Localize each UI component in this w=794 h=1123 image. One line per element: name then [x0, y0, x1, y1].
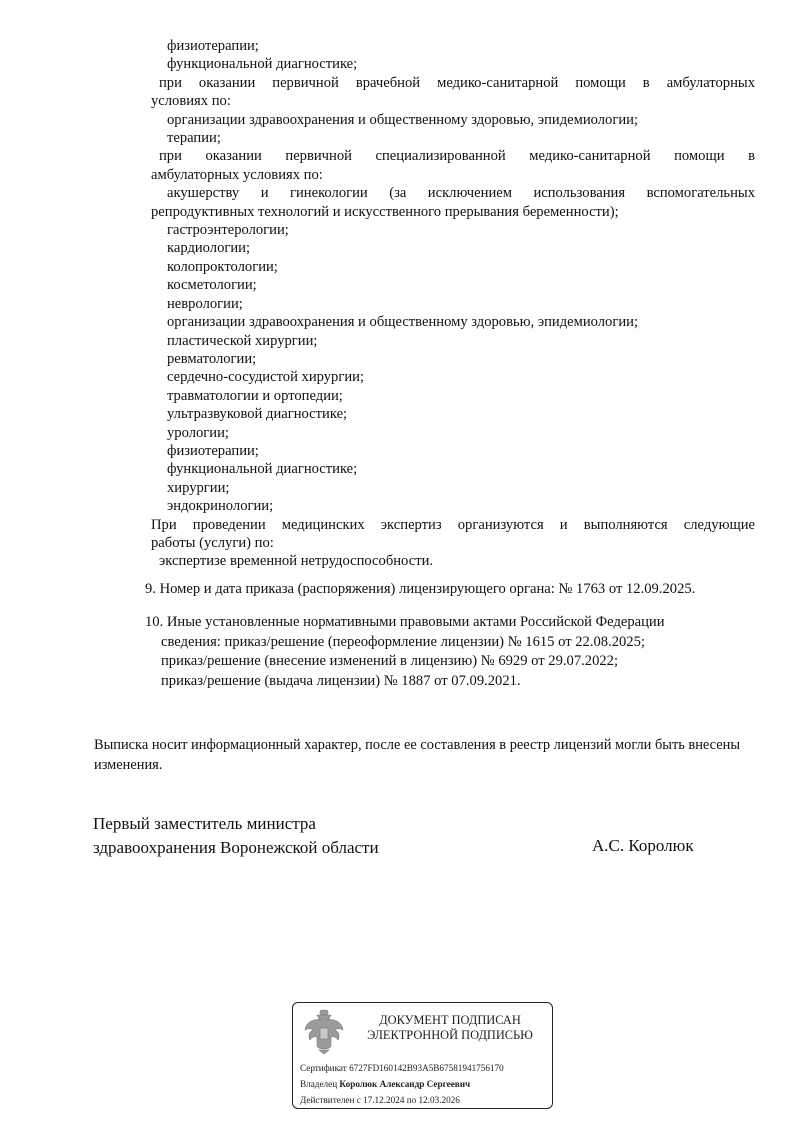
- owner-value: Королюк Александр Сергеевич: [339, 1079, 471, 1089]
- list-line: косметологии;: [167, 277, 257, 294]
- list-line: неврологии;: [167, 295, 243, 312]
- validity-row: [300, 1092, 504, 1108]
- list-line: функциональной диагностике;: [167, 461, 358, 478]
- disclaimer-note: Выписка носит информационный характер, после ее составления в реестр лицензий могли быть внесены изменения.: [94, 737, 740, 773]
- list-line: кардиологии;: [167, 240, 251, 257]
- list-line: ревматологии;: [167, 350, 257, 367]
- list-line: гастроэнтерологии;: [167, 222, 289, 239]
- validity-label: Действителен: [300, 1095, 355, 1105]
- item-10-line: сведения: приказ/решение (переоформление лицензии) № 1615 от 22.08.2025;: [161, 633, 645, 650]
- list-line: экспертизе временной нетрудоспособности.: [159, 553, 434, 570]
- list-line: при оказании первичной врачебной медико-санитарной помощи в амбулаторных: [159, 74, 755, 91]
- stamp-details: [300, 1060, 504, 1108]
- item-9-order-number: 9. Номер и дата приказа (распоряжения) лицензирующего органа: № 1763 от 12.09.2025.: [145, 581, 696, 597]
- owner-row: [300, 1076, 504, 1092]
- item-10-heading: 10. Иные установленные нормативными правовыми актами Российской Федерации: [145, 614, 665, 630]
- certificate-label: Сертификат: [300, 1063, 347, 1073]
- list-line: организации здравоохранения и общественному здоровью, эпидемиологии;: [167, 314, 639, 331]
- list-line: физиотерапии;: [167, 38, 259, 54]
- list-line: амбулаторных условиях по:: [151, 166, 323, 183]
- electronic-signature-stamp: [292, 1002, 553, 1109]
- list-line: терапии;: [167, 130, 221, 147]
- list-line: организации здравоохранения и общественному здоровью, эпидемиологии;: [167, 111, 639, 128]
- licensed-services-list: [151, 37, 755, 571]
- owner-label: Владелец: [300, 1079, 338, 1089]
- signatory-position: [93, 812, 379, 860]
- signatory-name: А.С. Королюк: [592, 836, 694, 855]
- item-10-line: приказ/решение (выдача лицензии) № 1887 от 07.09.2021.: [161, 672, 521, 689]
- list-line: функциональной диагностике;: [167, 56, 358, 73]
- list-line: урологии;: [167, 424, 229, 441]
- list-line: ультразвуковой диагностике;: [167, 406, 348, 423]
- stamp-heading-line1: ДОКУМЕНТ ПОДПИСАН: [379, 1013, 521, 1027]
- list-line: хирургии;: [167, 479, 230, 496]
- certificate-value: 6727FD160142B93A5B67581941756170: [349, 1063, 504, 1073]
- list-line: условиях по:: [151, 93, 231, 110]
- list-line: акушерству и гинекологии (за исключением использования вспомогательных: [167, 185, 755, 202]
- list-line: колопроктологии;: [167, 258, 278, 275]
- list-line: пластической хирургии;: [167, 332, 318, 349]
- stamp-heading: [355, 1013, 545, 1043]
- validity-value: с 17.12.2024 по 12.03.2026: [356, 1095, 460, 1105]
- stamp-heading-line2: ЭЛЕКТРОННОЙ ПОДПИСЬЮ: [367, 1028, 533, 1042]
- item-10-other-info: [145, 613, 665, 691]
- signatory-position-line1: Первый заместитель министра: [93, 814, 316, 833]
- list-line: репродуктивных технологий и искусственного прерывания беременности);: [151, 203, 619, 220]
- list-line: эндокринологии;: [167, 498, 274, 515]
- list-line: травматологии и ортопедии;: [167, 387, 343, 404]
- list-line: физиотерапии;: [167, 442, 259, 459]
- coat-of-arms-icon: [302, 1008, 346, 1056]
- list-line: при оказании первичной специализированной медико-санитарной помощи в: [159, 148, 755, 165]
- item-10-line: приказ/решение (внесение изменений в лицензию) № 6929 от 29.07.2022;: [161, 653, 619, 669]
- certificate-row: [300, 1060, 504, 1076]
- list-line: сердечно-сосудистой хирургии;: [167, 369, 365, 386]
- list-line: работы (услуги) по:: [151, 534, 274, 551]
- signatory-position-line2: здравоохранения Воронежской области: [93, 838, 379, 857]
- list-line: При проведении медицинских экспертиз организуются и выполняются следующие: [151, 516, 755, 533]
